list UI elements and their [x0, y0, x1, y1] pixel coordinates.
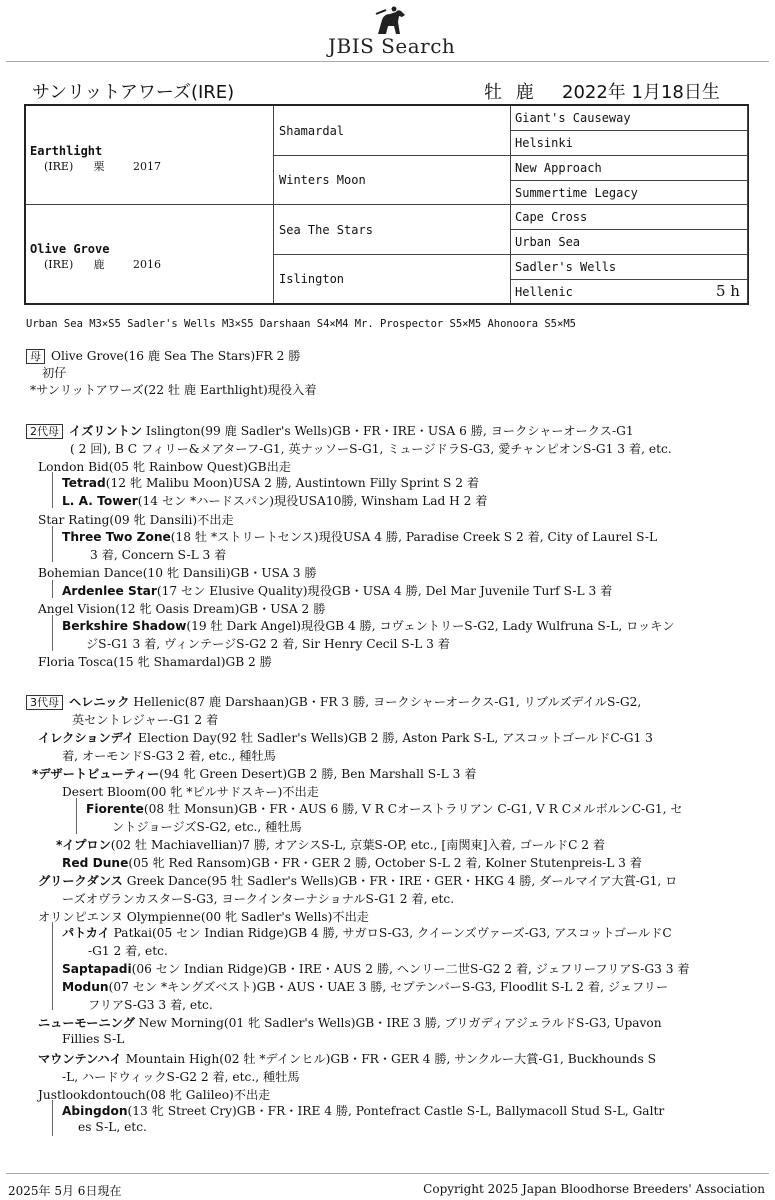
sire-name: Earthlight	[30, 144, 103, 158]
pedigree-g3[interactable]: Hellenic	[515, 285, 573, 299]
record-text: Greek Dance(95 牡 Sadler's Wells)GB・FR・IRE・GER・HKG 4 勝, ダールマイア大賞-G1, ロ	[122, 874, 678, 888]
page-header	[0, 0, 775, 62]
pedigree-g2-sire-sire[interactable]: Shamardal	[279, 124, 345, 138]
horse-link[interactable]: Red Dune	[62, 856, 129, 870]
record-line	[62, 924, 672, 941]
dam-year: 2016	[133, 258, 161, 271]
horse-link[interactable]: ニューモーニング	[38, 1016, 135, 1030]
dam-record: Olive Grove(16 鹿 Sea The Stars)FR 2 勝	[51, 349, 301, 363]
horse-link[interactable]: イレクションデイ	[38, 731, 135, 745]
record-text: (07 セン *キングズベスト)GB・AUS・UAE 3 勝, セプテンバーS-G3, Floodlit S-L 2 着, ジェフリー	[108, 980, 669, 994]
pedigree-row-divider	[26, 204, 747, 205]
pedigree-col-divider	[747, 106, 748, 303]
record-line	[62, 978, 668, 995]
horse-link[interactable]: Modun	[62, 980, 109, 994]
pedigree-row-divider	[510, 180, 747, 181]
record-text: (02 牡 Machiavellian)7 勝, オアシスS-L, 京葉S-OP, etc., [南関東]入着, ゴールドC 2 着	[110, 838, 606, 852]
record-line: オリンピエンヌ Olympienne(00 牝 Sadler's Wells)不出走	[38, 910, 369, 924]
horse-link[interactable]: Abingdon	[62, 1104, 128, 1118]
record-line	[38, 872, 677, 889]
record-line	[62, 1102, 664, 1119]
pedigree-g3[interactable]: Cape Cross	[515, 210, 588, 224]
third-dam-name: ヘレニック	[69, 695, 130, 709]
dam-color: 鹿	[93, 258, 105, 271]
record-text: (05 牝 Red Ransom)GB・FR・GER 2 勝, October S-L 2 着, Kolner Stutenpreis-L 3 着	[128, 856, 642, 870]
horse-link[interactable]: パトカイ	[62, 926, 110, 940]
record-line	[86, 800, 683, 817]
record-line: ーズオヴランカスターS-G3, ヨークインターナショナルS-G1 2 着, etc.	[62, 892, 455, 906]
record-text: (13 牝 Street Cry)GB・FR・IRE 4 勝, Pontefract Castle S-L, Ballymacoll Stud S-L, Galtr	[127, 1104, 665, 1118]
horse-sex-color: 牡 鹿	[484, 82, 538, 103]
record-text: New Morning(01 牝 Sadler's Wells)GB・IRE 3 勝, ブリガディアジェラルドS-G3, Upavon	[134, 1016, 662, 1030]
pedigree-g3[interactable]: Giant's Causeway	[515, 111, 631, 125]
horse-name: サンリットアワーズ(IRE)	[32, 82, 235, 103]
record-text: (08 牡 Monsun)GB・FR・AUS 6 勝, V R Cオーストラリアン C-G1, V R CメルボルンC-G1, セ	[143, 802, 683, 816]
pedigree-row-divider	[273, 254, 747, 255]
record-text: (14 セン *ハードスパン)現役USA10勝, Winsham Lad H 2 着	[137, 494, 488, 508]
third-dam-label: 3代母	[26, 695, 63, 710]
record-line	[62, 582, 612, 599]
record-line: es S-L, etc.	[78, 1120, 147, 1134]
pedigree-g3[interactable]: Sadler's Wells	[515, 260, 617, 274]
horse-link[interactable]: Three Two Zone	[62, 530, 171, 544]
record-line: Floria Tosca(15 牝 Shamardal)GB 2 勝	[38, 655, 272, 669]
second-dam-line	[26, 422, 634, 439]
as-of-date: 2025年 5月 6日現在	[8, 1184, 122, 1198]
record-line	[62, 492, 487, 509]
record-line	[56, 836, 605, 853]
dam-origin: (IRE)	[44, 258, 74, 271]
record-line: -G1 2 着, etc.	[88, 944, 168, 958]
indent-bar	[52, 580, 53, 598]
dam-offspring: *サンリットアワーズ(22 牡 鹿 Earthlight)現役入着	[30, 383, 317, 397]
pedigree-table	[24, 104, 749, 305]
horse-link[interactable]: L. A. Tower	[62, 494, 138, 508]
record-line: Star Rating(09 牝 Dansili)不出走	[38, 513, 234, 527]
horse-link[interactable]: Tetrad	[62, 476, 106, 490]
record-line: ジS-G1 3 着, ヴィンテージS-G2 2 着, Sir Henry Cecil S-L 3 着	[86, 637, 450, 651]
record-line	[38, 1050, 656, 1067]
pedigree-row-divider	[510, 279, 747, 280]
record-text: (19 牡 Dark Angel)現役GB 4 勝, コヴェントリーS-G2, Lady Wulfruna S-L, ロッキン	[186, 619, 675, 633]
indent-bar	[52, 1100, 53, 1136]
inbreeding-line: Urban Sea M3×S5 Sadler's Wells M3×S5 Darshaan S4×M4 Mr. Prospector S5×M5 Ahonoora S5×M5	[26, 318, 576, 330]
record-line: ( 2 回), B C フィリー&メアターフ-G1, 英ナッソーS-G1, ミュージドラS-G3, 愛チャンピオンS-G1 3 着, etc.	[70, 442, 672, 456]
record-text: Election Day(92 牡 Sadler's Wells)GB 2 勝, Aston Park S-L, アスコットゴールドC-G1 3	[134, 731, 653, 745]
logo-text: JBIS Search	[328, 34, 456, 58]
dam-label: 母	[26, 349, 45, 364]
record-line: フリアS-G3 3 着, etc.	[88, 998, 213, 1012]
sire-color: 栗	[93, 160, 105, 173]
record-line	[62, 617, 674, 634]
record-line: London Bid(05 牝 Rainbow Quest)GB出走	[38, 460, 291, 474]
indent-bar	[52, 922, 53, 1010]
pedigree-g3[interactable]: Helsinki	[515, 136, 573, 150]
record-line: Bohemian Dance(10 牝 Dansili)GB・USA 3 勝	[38, 566, 317, 580]
third-dam-record: Hellenic(87 鹿 Darshaan)GB・FR 3 勝, ヨークシャーオークス-G1, リブルズデイルS-G2,	[129, 695, 642, 709]
record-line: Angel Vision(12 牝 Oasis Dream)GB・USA 2 勝	[38, 602, 326, 616]
pedigree-sire[interactable]	[30, 144, 161, 174]
horse-link[interactable]: Berkshire Shadow	[62, 619, 187, 633]
pedigree-g2-dam-sire[interactable]: Sea The Stars	[279, 223, 373, 237]
pedigree-g2-dam-dam[interactable]: Islington	[279, 272, 345, 286]
jbis-logo[interactable]	[328, 6, 468, 56]
second-dam-label: 2代母	[26, 424, 63, 439]
record-line: ントジョージズS-G2, etc., 種牡馬	[112, 820, 302, 834]
record-line	[62, 528, 657, 545]
horse-rider-icon	[372, 6, 412, 36]
record-text: (06 セン Indian Ridge)GB・IRE・AUS 2 勝, ヘンリー二世S-G2 2 着, ジェフリーフリアS-G3 3 着	[131, 962, 690, 976]
record-line: 着, オーモンドS-G3 2 着, etc., 種牡馬	[62, 749, 276, 763]
horse-link[interactable]: *デザートビューティー	[32, 767, 160, 781]
record-text: (17 セン Elusive Quality)現役GB・USA 4 勝, Del Mar Juvenile Turf S-L 3 着	[156, 584, 613, 598]
record-line	[38, 1014, 662, 1031]
dam-line	[26, 347, 300, 364]
record-line	[62, 474, 479, 491]
footer-divider	[6, 1173, 769, 1174]
pedigree-row-divider	[273, 155, 747, 156]
dam-name: Olive Grove	[30, 242, 110, 256]
header-divider	[6, 61, 769, 62]
indent-bar	[52, 526, 53, 562]
pedigree-row-divider	[510, 130, 747, 131]
dam-note: 初仔	[42, 366, 67, 380]
copyright: Copyright 2025 Japan Bloodhorse Breeders' Association	[423, 1182, 765, 1196]
horse-link[interactable]: Fiorente	[86, 802, 144, 816]
horse-link[interactable]: *イプロン	[56, 838, 111, 852]
record-text: Mountain High(02 牡 *デインヒル)GB・FR・GER 4 勝, サンクルー大賞-G1, Buckhounds S	[121, 1052, 656, 1066]
record-line: 3 着, Concern S-L 3 着	[90, 548, 227, 562]
family-number: 5 h	[716, 282, 740, 300]
record-text: (12 牝 Malibu Moon)USA 2 勝, Austintown Filly Sprint S 2 着	[105, 476, 480, 490]
indent-bar	[52, 615, 53, 651]
second-dam-name: イズリントン	[69, 424, 143, 438]
record-line	[62, 960, 690, 977]
record-text: Patkai(05 セン Indian Ridge)GB 4 勝, サガロS-G3, クイーンズヴァーズ-G3, アスコットゴールドC	[109, 926, 672, 940]
pedigree-g3[interactable]: Summertime Legacy	[515, 186, 638, 200]
pedigree-row-divider	[510, 229, 747, 230]
record-line	[62, 854, 642, 871]
pedigree-g3[interactable]: New Approach	[515, 161, 602, 175]
indent-bar	[52, 472, 53, 508]
second-dam-record: Islington(99 鹿 Sadler's Wells)GB・FR・IRE・USA 6 勝, ヨークシャーオークス-G1	[142, 424, 634, 438]
horse-link[interactable]: Saptapadi	[62, 962, 132, 976]
pedigree-dam[interactable]	[30, 242, 161, 272]
indent-bar	[76, 798, 77, 834]
record-text: (94 牝 Green Desert)GB 2 勝, Ben Marshall S-L 3 着	[159, 767, 477, 781]
horse-title-row	[32, 78, 752, 102]
horse-link[interactable]: マウンテンハイ	[38, 1052, 122, 1066]
horse-birth-date: 2022年 1月18日生	[562, 82, 720, 103]
record-line: 英セントレジャー-G1 2 着	[72, 713, 219, 727]
record-line: Desert Bloom(00 牝 *ピルサドスキー)不出走	[62, 785, 319, 799]
horse-link[interactable]: Ardenlee Star	[62, 584, 157, 598]
pedigree-g2-sire-dam[interactable]: Winters Moon	[279, 173, 366, 187]
third-dam-line	[26, 693, 641, 710]
record-line: -L, ハードウィックS-G2 2 着, etc., 種牡馬	[62, 1070, 300, 1084]
record-line	[38, 729, 653, 746]
sire-year: 2017	[133, 160, 161, 173]
sire-origin: (IRE)	[44, 160, 74, 173]
record-line: Justlookdontouch(08 牝 Galileo)不出走	[38, 1088, 271, 1102]
record-line: Fillies S-L	[62, 1032, 125, 1046]
horse-link[interactable]: グリークダンス	[38, 874, 123, 888]
record-text: (18 牡 *ストリートセンス)現役USA 4 勝, Paradise Creek S 2 着, City of Laurel S-L	[170, 530, 658, 544]
record-line	[32, 765, 476, 782]
pedigree-g3[interactable]: Urban Sea	[515, 235, 581, 249]
